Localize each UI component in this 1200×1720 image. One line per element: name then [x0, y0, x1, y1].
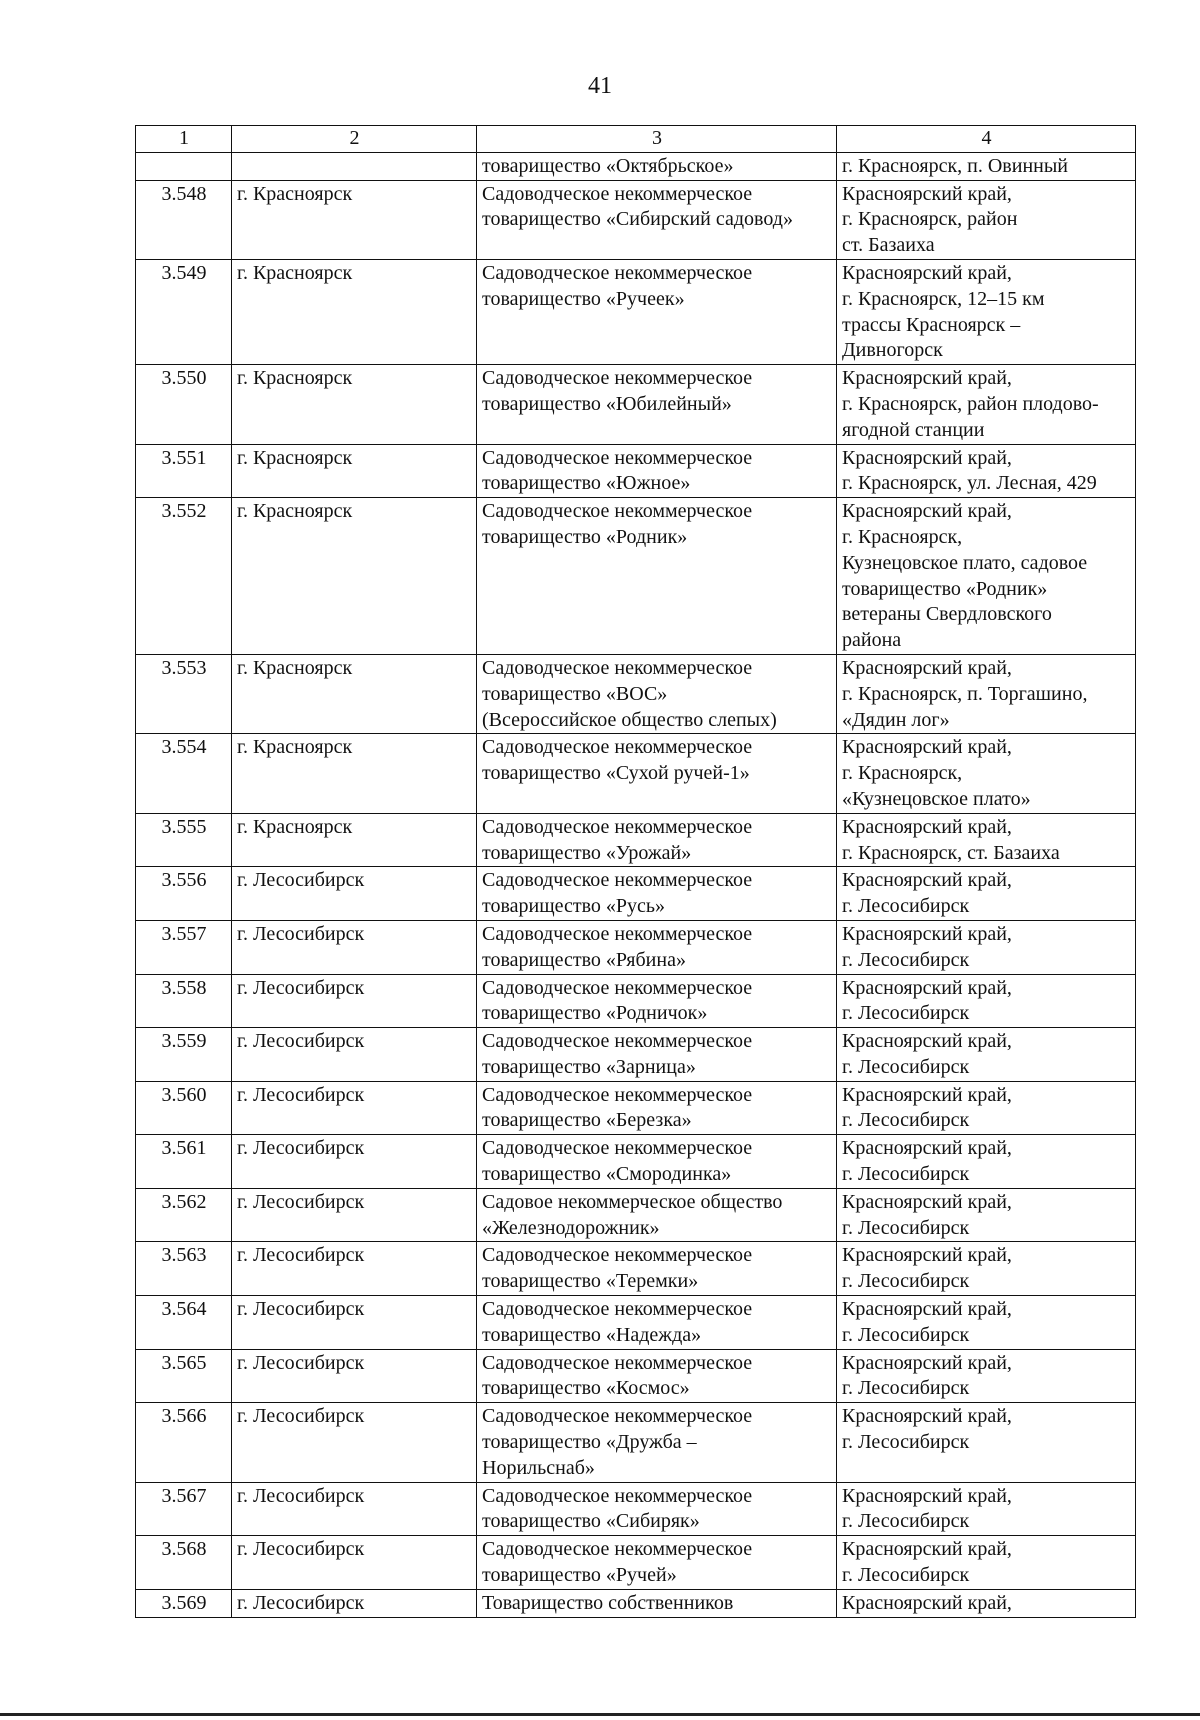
- location-line: г. Лесосибирск: [842, 1431, 970, 1454]
- organization-name-line: товарищество «Урожай»: [482, 841, 692, 864]
- row-number: 3.559: [136, 1028, 232, 1082]
- organization-name-line: Садоводческое некоммерческое: [482, 1538, 753, 1561]
- column-header-2: 2: [232, 126, 477, 153]
- location-line: ст. Базаиха: [842, 234, 935, 257]
- row-organization-name: [477, 1536, 837, 1590]
- location-line: Красноярский край,: [842, 1591, 1012, 1614]
- location-line: г. Лесосибирск: [842, 1163, 970, 1186]
- location-line: г. Красноярск, 12–15 км: [842, 287, 1045, 310]
- table-row: [136, 974, 1136, 1028]
- row-number: 3.550: [136, 365, 232, 444]
- row-organization-name: [477, 180, 837, 259]
- row-organization-name: [477, 498, 837, 655]
- organization-name-line: «Железнодорожник»: [482, 1216, 660, 1239]
- row-location: [837, 654, 1136, 733]
- location-line: г. Лесосибирск: [842, 948, 970, 971]
- table-row: [136, 365, 1136, 444]
- organization-name-line: Садоводческое некоммерческое: [482, 656, 753, 679]
- table-row: [136, 1403, 1136, 1482]
- location-line: г. Лесосибирск: [842, 1055, 970, 1078]
- organization-name-line: товарищество «Родничок»: [482, 1002, 708, 1025]
- row-number: 3.561: [136, 1135, 232, 1189]
- scan-edge-rule: [0, 1713, 1200, 1716]
- organization-name-line: товарищество «Родник»: [482, 525, 688, 548]
- location-line: Красноярский край,: [842, 500, 1012, 523]
- row-location: [837, 365, 1136, 444]
- organization-name-line: товарищество «Октябрьское»: [482, 154, 734, 177]
- row-city: г. Лесосибирск: [232, 1028, 477, 1082]
- table-row: [136, 734, 1136, 813]
- table-row: [136, 813, 1136, 867]
- row-number: [136, 152, 232, 180]
- row-location: [837, 867, 1136, 921]
- row-location: [837, 1081, 1136, 1135]
- row-organization-name: [477, 813, 837, 867]
- row-city: г. Красноярск: [232, 259, 477, 364]
- location-line: Красноярский край,: [842, 446, 1012, 469]
- row-city: [232, 152, 477, 180]
- row-location: [837, 813, 1136, 867]
- row-city: г. Красноярск: [232, 444, 477, 498]
- row-organization-name: [477, 867, 837, 921]
- location-line: г. Лесосибирск: [842, 1002, 970, 1025]
- location-line: г. Красноярск, п. Торгашино,: [842, 682, 1088, 705]
- row-number: 3.556: [136, 867, 232, 921]
- organization-name-line: Садоводческое некоммерческое: [482, 1083, 753, 1106]
- location-line: Красноярский край,: [842, 1405, 1012, 1428]
- organization-name-line: товарищество «Космос»: [482, 1377, 690, 1400]
- location-line: Красноярский край,: [842, 869, 1012, 892]
- row-organization-name: [477, 1028, 837, 1082]
- row-organization-name: [477, 654, 837, 733]
- row-location: [837, 498, 1136, 655]
- location-line: Красноярский край,: [842, 976, 1012, 999]
- row-location: [837, 1028, 1136, 1082]
- row-number: 3.565: [136, 1349, 232, 1403]
- registry-table: [135, 125, 1136, 1618]
- location-line: Красноярский край,: [842, 656, 1012, 679]
- row-organization-name: [477, 259, 837, 364]
- row-location: [837, 1536, 1136, 1590]
- table-row: [136, 1589, 1136, 1617]
- location-line: г. Лесосибирск: [842, 1270, 970, 1293]
- organization-name-line: Садоводческое некоммерческое: [482, 1298, 753, 1321]
- row-location: [837, 259, 1136, 364]
- row-organization-name: [477, 1188, 837, 1242]
- row-location: [837, 734, 1136, 813]
- organization-name-line: Садоводческое некоммерческое: [482, 869, 753, 892]
- row-city: г. Красноярск: [232, 734, 477, 813]
- row-organization-name: [477, 1589, 837, 1617]
- organization-name-line: товарищество «Ручей»: [482, 1564, 677, 1587]
- table-row: [136, 654, 1136, 733]
- row-city: г. Лесосибирск: [232, 1081, 477, 1135]
- location-line: Красноярский край,: [842, 1351, 1012, 1374]
- row-city: г. Лесосибирск: [232, 1403, 477, 1482]
- organization-name-line: товарищество «Надежда»: [482, 1323, 702, 1346]
- row-organization-name: [477, 974, 837, 1028]
- row-organization-name: [477, 1135, 837, 1189]
- column-header-3: 3: [477, 126, 837, 153]
- row-city: г. Лесосибирск: [232, 1589, 477, 1617]
- location-line: трассы Красноярск –: [842, 313, 1021, 336]
- row-city: г. Красноярск: [232, 813, 477, 867]
- row-number: 3.562: [136, 1188, 232, 1242]
- row-organization-name: [477, 1403, 837, 1482]
- organization-name-line: товарищество «Сухой ручей-1»: [482, 762, 750, 785]
- row-city: г. Лесосибирск: [232, 1482, 477, 1536]
- page-number: 41: [588, 73, 612, 99]
- table-row: [136, 1349, 1136, 1403]
- row-number: 3.557: [136, 920, 232, 974]
- organization-name-line: Садоводческое некоммерческое: [482, 976, 753, 999]
- row-number: 3.552: [136, 498, 232, 655]
- location-line: ягодной станции: [842, 418, 985, 441]
- location-line: Красноярский край,: [842, 1538, 1012, 1561]
- row-number: 3.569: [136, 1589, 232, 1617]
- organization-name-line: (Всероссийское общество слепых): [482, 708, 777, 731]
- row-number: 3.555: [136, 813, 232, 867]
- row-location: [837, 1296, 1136, 1350]
- row-city: г. Лесосибирск: [232, 974, 477, 1028]
- location-line: г. Красноярск, ул. Лесная, 429: [842, 472, 1097, 495]
- row-organization-name: [477, 1296, 837, 1350]
- row-city: г. Лесосибирск: [232, 1188, 477, 1242]
- organization-name-line: Садоводческое некоммерческое: [482, 446, 753, 469]
- location-line: г. Лесосибирск: [842, 1510, 970, 1533]
- row-number: 3.564: [136, 1296, 232, 1350]
- table-row: [136, 1135, 1136, 1189]
- row-city: г. Лесосибирск: [232, 1296, 477, 1350]
- organization-name-line: Садоводческое некоммерческое: [482, 1137, 753, 1160]
- organization-name-line: Садоводческое некоммерческое: [482, 367, 753, 390]
- table-row: [136, 1028, 1136, 1082]
- table-row: [136, 444, 1136, 498]
- location-line: г. Красноярск,: [842, 762, 963, 785]
- table-row: [136, 498, 1136, 655]
- table-row: [136, 1482, 1136, 1536]
- organization-name-line: Садоводческое некоммерческое: [482, 1244, 753, 1267]
- row-city: г. Красноярск: [232, 498, 477, 655]
- location-line: г. Лесосибирск: [842, 1109, 970, 1132]
- location-line: товарищество «Родник»: [842, 577, 1048, 600]
- organization-name-line: Садоводческое некоммерческое: [482, 1405, 753, 1428]
- location-line: Красноярский край,: [842, 182, 1012, 205]
- row-organization-name: [477, 920, 837, 974]
- row-location: [837, 1589, 1136, 1617]
- row-location: [837, 1482, 1136, 1536]
- organization-name-line: товарищество «Сибиряк»: [482, 1510, 700, 1533]
- location-line: г. Красноярск,: [842, 525, 963, 548]
- organization-name-line: товарищество «Сибирский садовод»: [482, 208, 793, 231]
- organization-name-line: Садоводческое некоммерческое: [482, 182, 753, 205]
- location-line: Красноярский край,: [842, 1244, 1012, 1267]
- organization-name-line: товарищество «Юбилейный»: [482, 392, 732, 415]
- organization-name-line: Садоводческое некоммерческое: [482, 261, 753, 284]
- location-line: «Дядин лог»: [842, 708, 950, 731]
- row-city: г. Лесосибирск: [232, 1242, 477, 1296]
- row-location: [837, 1403, 1136, 1482]
- row-number: 3.568: [136, 1536, 232, 1590]
- row-organization-name: [477, 1081, 837, 1135]
- row-organization-name: [477, 1349, 837, 1403]
- row-location: [837, 920, 1136, 974]
- location-line: Красноярский край,: [842, 1083, 1012, 1106]
- table-row: [136, 259, 1136, 364]
- row-city: г. Красноярск: [232, 365, 477, 444]
- table-row: [136, 867, 1136, 921]
- organization-name-line: Садоводческое некоммерческое: [482, 736, 753, 759]
- location-line: Красноярский край,: [842, 367, 1012, 390]
- row-number: 3.551: [136, 444, 232, 498]
- row-organization-name: [477, 734, 837, 813]
- table-row: [136, 1242, 1136, 1296]
- row-city: г. Лесосибирск: [232, 1536, 477, 1590]
- location-line: ветераны Свердловского: [842, 603, 1052, 626]
- row-city: г. Лесосибирск: [232, 1349, 477, 1403]
- row-city: г. Красноярск: [232, 180, 477, 259]
- table-row: [136, 1188, 1136, 1242]
- location-line: г. Красноярск, ст. Базаиха: [842, 841, 1060, 864]
- organization-name-line: товарищество «Березка»: [482, 1109, 692, 1132]
- row-number: 3.548: [136, 180, 232, 259]
- column-header-4: 4: [837, 126, 1136, 153]
- location-line: г. Красноярск, п. Овинный: [842, 154, 1068, 177]
- table-row: [136, 152, 1136, 180]
- row-location: [837, 1349, 1136, 1403]
- location-line: Красноярский край,: [842, 736, 1012, 759]
- row-organization-name: [477, 365, 837, 444]
- location-line: Красноярский край,: [842, 261, 1012, 284]
- row-organization-name: [477, 444, 837, 498]
- organization-name-line: товарищество «Дружба –: [482, 1431, 697, 1454]
- row-location: [837, 444, 1136, 498]
- location-line: г. Лесосибирск: [842, 895, 970, 918]
- location-line: Красноярский край,: [842, 1298, 1012, 1321]
- table-row: [136, 1296, 1136, 1350]
- organization-name-line: Садоводческое некоммерческое: [482, 1030, 753, 1053]
- organization-name-line: Норильснаб»: [482, 1456, 595, 1479]
- location-line: г. Лесосибирск: [842, 1216, 970, 1239]
- row-organization-name: [477, 152, 837, 180]
- location-line: Красноярский край,: [842, 1030, 1012, 1053]
- table-header-row: [136, 126, 1136, 153]
- row-number: 3.566: [136, 1403, 232, 1482]
- location-line: г. Красноярск, район: [842, 208, 1018, 231]
- row-location: [837, 1188, 1136, 1242]
- organization-name-line: Садоводческое некоммерческое: [482, 500, 753, 523]
- row-organization-name: [477, 1482, 837, 1536]
- location-line: г. Лесосибирск: [842, 1377, 970, 1400]
- table-row: [136, 920, 1136, 974]
- location-line: Дивногорск: [842, 339, 943, 362]
- row-number: 3.558: [136, 974, 232, 1028]
- location-line: г. Красноярск, район плодово-: [842, 392, 1099, 415]
- organization-name-line: Товарищество собственников: [482, 1591, 734, 1614]
- row-number: 3.549: [136, 259, 232, 364]
- row-location: [837, 152, 1136, 180]
- row-location: [837, 180, 1136, 259]
- organization-name-line: Садоводческое некоммерческое: [482, 1351, 753, 1374]
- row-organization-name: [477, 1242, 837, 1296]
- row-number: 3.567: [136, 1482, 232, 1536]
- organization-name-line: товарищество «Русь»: [482, 895, 666, 918]
- location-line: «Кузнецовское плато»: [842, 787, 1031, 810]
- row-number: 3.563: [136, 1242, 232, 1296]
- organization-name-line: товарищество «Зарница»: [482, 1055, 696, 1078]
- row-number: 3.553: [136, 654, 232, 733]
- table-row: [136, 1536, 1136, 1590]
- organization-name-line: товарищество «Южное»: [482, 472, 691, 495]
- organization-name-line: товарищество «ВОС»: [482, 682, 668, 705]
- location-line: Красноярский край,: [842, 815, 1012, 838]
- organization-name-line: товарищество «Ручеек»: [482, 287, 685, 310]
- row-number: 3.554: [136, 734, 232, 813]
- row-location: [837, 974, 1136, 1028]
- organization-name-line: Садовое некоммерческое общество: [482, 1190, 783, 1213]
- row-city: г. Лесосибирск: [232, 920, 477, 974]
- location-line: Красноярский край,: [842, 1190, 1012, 1213]
- organization-name-line: Садоводческое некоммерческое: [482, 815, 753, 838]
- location-line: Красноярский край,: [842, 1484, 1012, 1507]
- location-line: Кузнецовское плато, садовое: [842, 551, 1088, 574]
- row-city: г. Лесосибирск: [232, 1135, 477, 1189]
- column-header-1: 1: [136, 126, 232, 153]
- row-number: 3.560: [136, 1081, 232, 1135]
- table-body: [136, 126, 1136, 1618]
- row-city: г. Лесосибирск: [232, 867, 477, 921]
- location-line: района: [842, 629, 902, 652]
- table-row: [136, 180, 1136, 259]
- organization-name-line: Садоводческое некоммерческое: [482, 1484, 753, 1507]
- organization-name-line: товарищество «Рябина»: [482, 948, 686, 971]
- location-line: Красноярский край,: [842, 922, 1012, 945]
- row-location: [837, 1242, 1136, 1296]
- location-line: г. Лесосибирск: [842, 1564, 970, 1587]
- row-city: г. Красноярск: [232, 654, 477, 733]
- location-line: г. Лесосибирск: [842, 1323, 970, 1346]
- organization-name-line: товарищество «Смородинка»: [482, 1163, 732, 1186]
- organization-name-line: Садоводческое некоммерческое: [482, 922, 753, 945]
- location-line: Красноярский край,: [842, 1137, 1012, 1160]
- row-location: [837, 1135, 1136, 1189]
- organization-name-line: товарищество «Теремки»: [482, 1270, 699, 1293]
- table-row: [136, 1081, 1136, 1135]
